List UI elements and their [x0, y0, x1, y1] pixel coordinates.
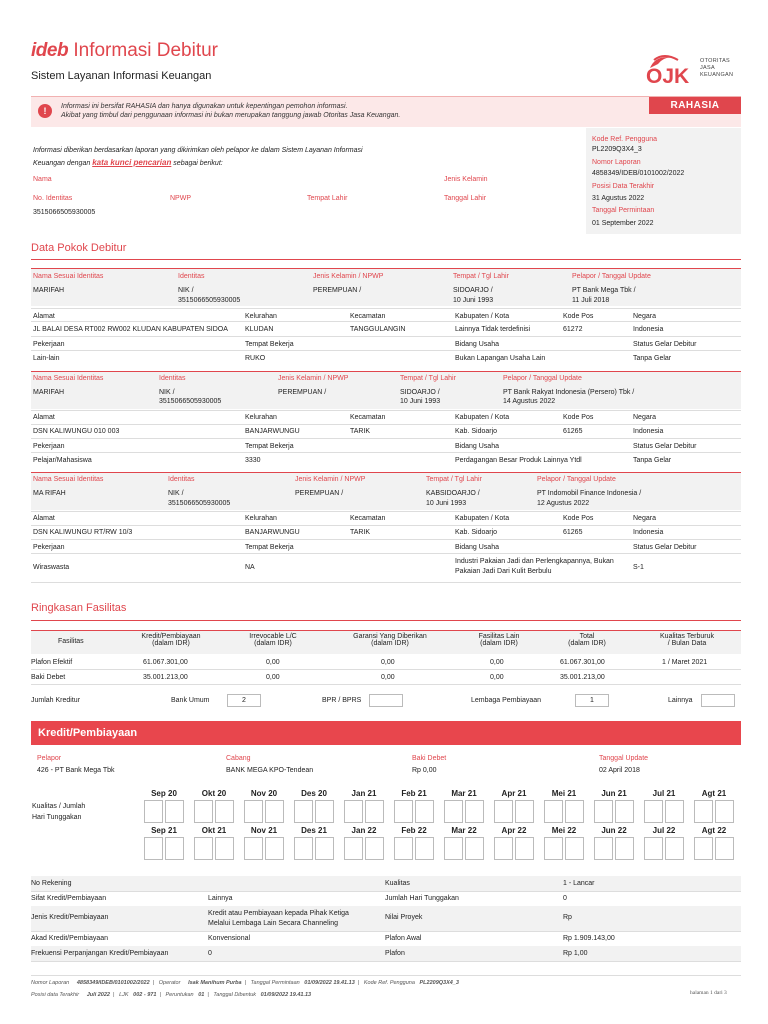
month-cell	[565, 837, 584, 860]
nama-label: Nama Sesuai Identitas	[33, 375, 104, 382]
bidang-usaha-label: Bidang Usaha	[455, 443, 499, 450]
record-2-divider	[31, 371, 741, 372]
alamat-label: Alamat	[33, 515, 55, 522]
bidang-usaha-label: Bidang Usaha	[455, 341, 499, 348]
bpr-count	[369, 694, 403, 707]
pelapor-date: 11 Juli 2018	[572, 297, 610, 304]
info-icon: !	[38, 104, 52, 118]
negara-value: Indonesia	[633, 326, 664, 333]
cabang-value: BANK MEGA KPO-Tendean	[226, 767, 314, 774]
header-fasilitas-lain: Fasilitas Lain (dalam IDR)	[478, 633, 520, 647]
row-divider	[31, 931, 741, 932]
tempat-bekerja-value: NA	[245, 564, 255, 571]
kecamatan-value: TARIK	[350, 428, 371, 435]
tanggal-label: Tanggal Permintaan	[592, 207, 655, 214]
pelapor-label: Pelapor / Tanggal Update	[503, 375, 582, 382]
jk-value: PEREMPUAN /	[313, 287, 362, 294]
kode-ref-label: Kode Ref. Pengguna	[592, 136, 657, 143]
status-gelar-label: Status Gelar Debitur	[633, 443, 697, 450]
bank-umum-count: 2	[227, 694, 261, 707]
month-cell	[644, 800, 663, 823]
pekerjaan-value: Wiraswasta	[33, 564, 70, 571]
bidang-usaha-value-2: Pakaian Jadi Dari Kulit Berbulu	[455, 568, 552, 575]
alamat-value: DSN KALIWUNGU RT/RW 10/3	[33, 529, 133, 536]
month-label: Sep 20	[151, 789, 177, 798]
notice-text: Informasi ini bersifat RAHASIA dan hanya digunakan untuk kepentingan pemohon informasi. Akibat yang timbul dari penggunaan informasi ini bukan merupakan tanggung jawab Otoritas Jasa Keuangan.	[61, 103, 401, 119]
jk-value: PEREMPUAN /	[295, 490, 344, 497]
month-cell	[665, 837, 684, 860]
kecamatan-label: Kecamatan	[350, 515, 386, 522]
plafon-garansi: 0,00	[381, 659, 395, 666]
month-label: Sep 21	[151, 826, 177, 835]
negara-value: Indonesia	[633, 529, 664, 536]
bidang-usaha-value: Perdagangan Besar Produk Lainnya Ytdl	[455, 457, 582, 464]
tempat-value: KABSIDOARJO /	[426, 490, 480, 497]
row-divider	[31, 553, 741, 554]
baki-garansi: 0,00	[381, 674, 395, 681]
month-label: Mar 22	[451, 826, 477, 835]
kredit-section-header: Kredit/Pembiayaan	[31, 721, 741, 745]
bidang-usaha-value: Industri Pakaian Jadi dan Perlengkapannya, Bukan	[455, 558, 614, 565]
tgl-lahir-value: 10 Juni 1993	[453, 297, 494, 304]
plafon-lain: 0,00	[490, 659, 504, 666]
pelapor-label: Pelapor / Tanggal Update	[537, 476, 616, 483]
header-kredit: Kredit/Pembiayaan (dalam IDR)	[141, 633, 201, 647]
tempat-tgl-label: Tempat / Tgl Lahir	[400, 375, 456, 382]
hari-tunggakan-label: Hari Tunggakan	[32, 814, 82, 821]
tanggal-update-label: Tanggal Update	[599, 755, 649, 762]
kabupaten-label: Kabupaten / Kota	[455, 313, 510, 320]
kualitas-label: Kualitas / Jumlah	[32, 803, 86, 810]
kode-pos-value: 61265	[563, 428, 583, 435]
row-divider	[31, 525, 741, 526]
row-divider	[31, 961, 741, 962]
month-cell	[444, 837, 463, 860]
svg-text:OJK: OJK	[646, 65, 690, 88]
month-cell	[465, 837, 484, 860]
month-cell	[365, 837, 384, 860]
nama-label: Nama	[33, 176, 52, 183]
divider	[31, 259, 741, 260]
month-cell	[694, 800, 713, 823]
month-cell	[265, 837, 284, 860]
month-label: Nov 20	[250, 789, 278, 798]
detail-value: 0	[208, 950, 212, 957]
month-label: Mei 21	[551, 789, 577, 798]
month-cell	[394, 800, 413, 823]
month-cell	[494, 800, 513, 823]
identitas-number: 3515066505930005	[168, 500, 231, 507]
detail-value-2: Rp	[563, 914, 572, 921]
month-label: Jul 21	[652, 789, 676, 798]
negara-label: Negara	[633, 313, 656, 320]
lembaga-label: Lembaga Pembiayaan	[471, 697, 542, 704]
detail-label-2: Plafon	[385, 950, 405, 957]
jk-value: PEREMPUAN /	[278, 389, 327, 396]
month-cell	[694, 837, 713, 860]
ringkasan-title: Ringkasan Fasilitas	[31, 602, 127, 614]
record-1-divider	[31, 268, 741, 269]
header-kualitas: Kualitas Terburuk / Bulan Data	[660, 633, 714, 647]
baki-debet-label: Baki Debet	[412, 755, 447, 762]
tempat-bekerja-label: Tempat Bekerja	[245, 544, 294, 551]
pekerjaan-label: Pekerjaan	[33, 443, 65, 450]
nama-value: MA RIFAH	[33, 490, 66, 497]
baki-lain: 0,00	[490, 674, 504, 681]
month-cell	[294, 800, 313, 823]
kelurahan-value: BANJARWUNGU	[245, 529, 300, 536]
detail-value: Lainnya	[208, 895, 233, 902]
bidang-usaha-label: Bidang Usaha	[455, 544, 499, 551]
tempat-value: SIDOARJO /	[400, 389, 440, 396]
month-cell	[165, 837, 184, 860]
record-2-header-bg	[31, 371, 741, 409]
no-identitas-label: No. Identitas	[33, 195, 73, 202]
status-gelar-label: Status Gelar Debitur	[633, 544, 697, 551]
tempat-tgl-label: Tempat / Tgl Lahir	[426, 476, 482, 483]
plafon-total: 61.067.301,00	[560, 659, 605, 666]
nama-label: Nama Sesuai Identitas	[33, 476, 104, 483]
month-cell	[144, 837, 163, 860]
bank-umum-label: Bank Umum	[171, 697, 210, 704]
month-cell	[194, 800, 213, 823]
kelurahan-label: Kelurahan	[245, 313, 277, 320]
tempat-bekerja-value: 3330	[245, 457, 261, 464]
rahasia-badge: RAHASIA	[649, 97, 741, 114]
negara-value: Indonesia	[633, 428, 664, 435]
month-label: Des 21	[301, 826, 327, 835]
footer-divider	[31, 975, 741, 976]
kecamatan-label: Kecamatan	[350, 313, 386, 320]
jenis-kelamin-label: Jenis Kelamin	[444, 176, 488, 183]
detail-value: Kredit atau Pembiayaan kepada Pihak Ketiga	[208, 910, 349, 917]
pelapor-label: Pelapor / Tanggal Update	[572, 273, 651, 280]
jk-npwp-label: Jenis Kelamin / NPWP	[278, 375, 349, 382]
kode-ref-value: PL2209Q3X4_3	[592, 146, 642, 153]
month-label: Jul 22	[652, 826, 676, 835]
detail-label: Sifat Kredit/Pembiayaan	[31, 895, 107, 902]
pelapor-value: 426 - PT Bank Mega Tbk	[37, 767, 115, 774]
header-garansi: Garansi Yang Diberikan (dalam IDR)	[353, 633, 427, 647]
kode-pos-value: 61265	[563, 529, 583, 536]
row-divider	[31, 684, 741, 685]
pekerjaan-value: Lain-lain	[33, 355, 60, 362]
kode-pos-label: Kode Pos	[563, 414, 594, 421]
pekerjaan-label: Pekerjaan	[33, 341, 65, 348]
detail-value-2: 1 - Lancar	[563, 880, 595, 887]
record-3-divider	[31, 472, 741, 473]
footer-line2: Posisi data Terakhir Juli 2022 | LJK 002 - 971 | Peruntukan 01 | Tanggal Dibentuk 01/09/2022 19.41.13	[31, 992, 312, 998]
month-label: Okt 21	[201, 826, 227, 835]
month-cell	[544, 837, 563, 860]
month-label: Agt 21	[701, 789, 727, 798]
kabupaten-value: Lainnya Tidak terdefinisi	[455, 326, 531, 333]
month-cell	[515, 837, 534, 860]
month-label: Apr 21	[501, 789, 527, 798]
plafon-kredit: 61.067.301,00	[143, 659, 188, 666]
nomor-laporan-value: 4858349/IDEB/0101002/2022	[592, 170, 685, 177]
detail-label: No Rekening	[31, 880, 72, 887]
kode-pos-label: Kode Pos	[563, 515, 594, 522]
month-cell	[415, 800, 434, 823]
reference-box	[586, 128, 741, 234]
detail-label: Jenis Kredit/Pembiayaan	[31, 914, 109, 921]
tempat-lahir-label: Tempat Lahir	[307, 195, 348, 202]
pelapor-label: Pelapor	[37, 755, 62, 762]
month-label: Jun 22	[601, 826, 627, 835]
tempat-tgl-label: Tempat / Tgl Lahir	[453, 273, 509, 280]
kabupaten-label: Kabupaten / Kota	[455, 414, 510, 421]
tanggal-lahir-label: Tanggal Lahir	[444, 195, 487, 202]
identitas-label: Identitas	[159, 375, 186, 382]
row-divider	[31, 424, 741, 425]
month-cell	[144, 800, 163, 823]
row-divider	[31, 410, 741, 411]
alamat-value: DSN KALIWUNGU 010 003	[33, 428, 120, 435]
month-label: Okt 20	[201, 789, 227, 798]
status-gelar-value: S-1	[633, 564, 644, 571]
month-cell	[415, 837, 434, 860]
kelurahan-value: KLUDAN	[245, 326, 274, 333]
nomor-laporan-label: Nomor Laporan	[592, 159, 641, 166]
pekerjaan-value: Pelajar/Mahasiswa	[33, 457, 92, 464]
plafon-lc: 0,00	[266, 659, 280, 666]
month-cell	[594, 800, 613, 823]
kabupaten-label: Kabupaten / Kota	[455, 515, 510, 522]
lembaga-count: 1	[575, 694, 609, 707]
month-label: Mei 22	[551, 826, 577, 835]
month-label: Feb 22	[401, 826, 427, 835]
month-cell	[344, 837, 363, 860]
row-divider	[31, 891, 741, 892]
baki-total: 35.001.213,00	[560, 674, 605, 681]
intro-line1: Informasi diberikan berdasarkan laporan yang dikirimkan oleh pelapor ke dalam Sistem Layanan Informasi	[33, 147, 363, 154]
month-cell	[715, 800, 734, 823]
ideb-logo	[31, 40, 218, 62]
pekerjaan-label: Pekerjaan	[33, 544, 65, 551]
data-pokok-title: Data Pokok Debitur	[31, 242, 127, 254]
search-keyword-link[interactable]: kata kunci pencarian	[92, 158, 172, 167]
identitas-value: NIK /	[159, 389, 175, 396]
row-divider	[31, 321, 741, 322]
status-gelar-label: Status Gelar Debitur	[633, 341, 697, 348]
tanggal-update-value: 02 April 2018	[599, 767, 640, 774]
row-divider	[31, 452, 741, 453]
alamat-label: Alamat	[33, 414, 55, 421]
kode-pos-label: Kode Pos	[563, 313, 594, 320]
month-cell	[494, 837, 513, 860]
month-cell	[665, 800, 684, 823]
pelapor-date: 14 Agustus 2022	[503, 398, 556, 405]
row-baki-label: Baki Debet	[31, 674, 66, 681]
alamat-value: JL BALAI DESA RT002 RW002 KLUDAN KABUPATEN SIDOA	[33, 326, 228, 333]
month-cell	[365, 800, 384, 823]
identitas-number: 3515066505930005	[159, 398, 222, 405]
month-label: Nov 21	[250, 826, 278, 835]
month-cell	[515, 800, 534, 823]
row-divider	[31, 669, 741, 670]
status-gelar-value: Tanpa Gelar	[633, 355, 672, 362]
alamat-label: Alamat	[33, 313, 55, 320]
posisi-value: 31 Agustus 2022	[592, 195, 645, 202]
kecamatan-value: TANGGULANGIN	[350, 326, 406, 333]
kelurahan-label: Kelurahan	[245, 515, 277, 522]
logo-mark: ideb	[31, 40, 69, 61]
baki-debet-value: Rp 0,00	[412, 767, 437, 774]
detail-label-2: Jumlah Hari Tunggakan	[385, 895, 459, 902]
page-title: Informasi Debitur	[73, 40, 219, 61]
plafon-kualitas: 1 / Maret 2021	[662, 659, 708, 666]
month-cell	[394, 837, 413, 860]
row-divider	[31, 582, 741, 583]
month-cell	[215, 800, 234, 823]
tgl-lahir-value: 10 Juni 1993	[426, 500, 467, 507]
row-divider	[31, 511, 741, 512]
month-cell	[315, 837, 334, 860]
jumlah-kreditur-label: Jumlah Kreditur	[31, 697, 81, 704]
kabupaten-value: Kab. Sidoarjo	[455, 529, 498, 536]
baki-lc: 0,00	[266, 674, 280, 681]
month-cell	[644, 837, 663, 860]
detail-label-2: Kualitas	[385, 880, 410, 887]
kecamatan-label: Kecamatan	[350, 414, 386, 421]
jk-npwp-label: Jenis Kelamin / NPWP	[295, 476, 366, 483]
tanggal-value: 01 September 2022	[592, 220, 654, 227]
month-cell	[265, 800, 284, 823]
no-identitas-value: 3515066505930005	[33, 209, 96, 216]
month-cell	[244, 800, 263, 823]
identitas-label: Identitas	[168, 476, 195, 483]
month-cell	[194, 837, 213, 860]
month-label: Jan 22	[351, 826, 377, 835]
month-cell	[594, 837, 613, 860]
month-cell	[715, 837, 734, 860]
row-divider	[31, 539, 741, 540]
lainnya-count	[701, 694, 735, 707]
nama-value: MARIFAH	[33, 287, 65, 294]
kabupaten-value: Kab. Sidoarjo	[455, 428, 498, 435]
pelapor-value: PT Bank Mega Tbk /	[572, 287, 636, 294]
tempat-value: SIDOARJO /	[453, 287, 493, 294]
month-cell	[315, 800, 334, 823]
detail-value: Konvensional	[208, 935, 251, 942]
ojk-logo-text: OTORITAS JASA KEUANGAN	[700, 58, 734, 78]
pelapor-value: PT Indomobil Finance Indonesia /	[537, 490, 642, 497]
intro-line2: Keuangan dengan kata kunci pencarian sebagai berikut:	[33, 158, 223, 167]
bidang-usaha-value: Bukan Lapangan Usaha Lain	[455, 355, 546, 362]
month-cell	[215, 837, 234, 860]
header-total: Total (dalam IDR)	[568, 633, 606, 647]
month-label: Jun 21	[601, 789, 627, 798]
cabang-label: Cabang	[226, 755, 251, 762]
divider	[31, 620, 741, 621]
baki-kredit: 35.001.213,00	[143, 674, 188, 681]
lainnya-label: Lainnya	[668, 697, 693, 704]
month-cell	[615, 837, 634, 860]
divider	[31, 630, 741, 631]
month-label: Apr 22	[501, 826, 527, 835]
kelurahan-value: BANJARWUNGU	[245, 428, 300, 435]
jk-npwp-label: Jenis Kelamin / NPWP	[313, 273, 384, 280]
month-label: Des 20	[301, 789, 327, 798]
identitas-label: Identitas	[178, 273, 205, 280]
page-subtitle: Sistem Layanan Informasi Keuangan	[31, 70, 212, 82]
header-fasilitas: Fasilitas	[58, 638, 84, 645]
detail-label-2: Plafon Awal	[385, 935, 422, 942]
detail-label: Akad Kredit/Pembiayaan	[31, 935, 109, 942]
month-label: Jan 21	[351, 789, 377, 798]
status-gelar-value: Tanpa Gelar	[633, 457, 672, 464]
row-plafon-label: Plafon Efektif	[31, 659, 73, 666]
header-lc: Irrevocable L/C (dalam IDR)	[249, 633, 297, 647]
row-divider	[31, 438, 741, 439]
detail-value-line2: Melalui Lembaga Lain Secara Channeling	[208, 920, 338, 927]
tgl-lahir-value: 10 Juni 1993	[400, 398, 441, 405]
month-label: Mar 21	[451, 789, 477, 798]
month-cell	[444, 800, 463, 823]
npwp-label: NPWP	[170, 195, 191, 202]
negara-label: Negara	[633, 515, 656, 522]
month-cell	[244, 837, 263, 860]
detail-label: Frekuensi Perpanjangan Kredit/Pembiayaan	[31, 950, 169, 957]
kecamatan-value: TARIK	[350, 529, 371, 536]
month-cell	[615, 800, 634, 823]
identitas-value: NIK /	[168, 490, 184, 497]
month-label: Agt 22	[701, 826, 727, 835]
month-cell	[165, 800, 184, 823]
row-divider	[31, 308, 741, 309]
month-cell	[344, 800, 363, 823]
row-divider	[31, 350, 741, 351]
month-cell	[294, 837, 313, 860]
tempat-bekerja-label: Tempat Bekerja	[245, 443, 294, 450]
posisi-label: Posisi Data Terakhir	[592, 183, 655, 190]
kelurahan-label: Kelurahan	[245, 414, 277, 421]
detail-value-2: Rp 1,00	[563, 950, 588, 957]
detail-label-2: Nilai Proyek	[385, 914, 423, 921]
kode-pos-value: 61272	[563, 326, 583, 333]
month-cell	[565, 800, 584, 823]
identitas-value: NIK /	[178, 287, 194, 294]
nama-value: MARIFAH	[33, 389, 65, 396]
month-label: Feb 21	[401, 789, 427, 798]
detail-value-2: 0	[563, 895, 567, 902]
tempat-bekerja-value: RUKO	[245, 355, 266, 362]
month-cell	[544, 800, 563, 823]
month-cell	[465, 800, 484, 823]
pelapor-value: PT Bank Rakyat Indonesia (Persero) Tbk /	[503, 389, 635, 396]
page-number: halaman 1 dari 3	[690, 990, 727, 996]
footer-line1: Nomor Laporan 4858349/IDEB/0101002/2022 | Operator Isak Manihum Purba | Tanggal Permintaan 01/09/2022 19.41.13 | Kode Ref. Pengguna PL2209Q3X4_3	[31, 980, 459, 986]
negara-label: Negara	[633, 414, 656, 421]
tempat-bekerja-label: Tempat Bekerja	[245, 341, 294, 348]
identitas-number: 3515066505930005	[178, 297, 241, 304]
nama-label: Nama Sesuai Identitas	[33, 273, 104, 280]
bpr-label: BPR / BPRS	[322, 697, 362, 704]
pelapor-date: 12 Agustus 2022	[537, 500, 590, 507]
row-divider	[31, 336, 741, 337]
detail-value-2: Rp 1.909.143,00	[563, 935, 615, 942]
